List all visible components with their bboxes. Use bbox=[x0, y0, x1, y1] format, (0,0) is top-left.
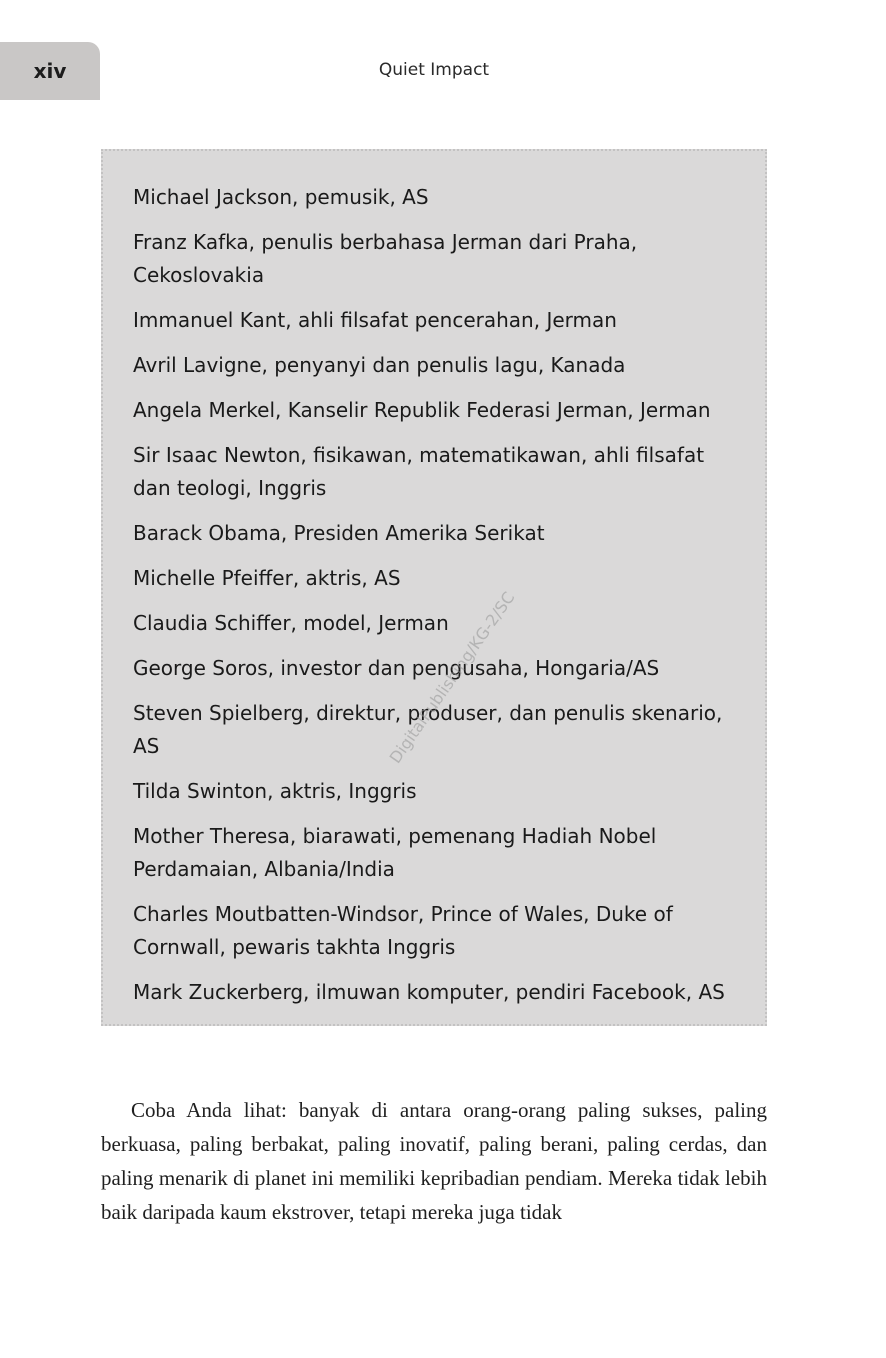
list-item: Mother Theresa, biarawati, pemenang Hadiah Nobel Perdamaian, Albania/India bbox=[133, 824, 657, 881]
list-item: Barack Obama, Presiden Amerika Serikat bbox=[133, 521, 545, 545]
list-item: George Soros, investor dan pengusaha, Hongaria/AS bbox=[133, 656, 660, 680]
list-item: Steven Spielberg, direktur, produser, dan penulis skenario, AS bbox=[133, 701, 723, 758]
list-item: Mark Zuckerberg, ilmuwan komputer, pendiri Facebook, AS bbox=[133, 980, 725, 1004]
list-item: Claudia Schiffer, model, Jerman bbox=[133, 611, 449, 635]
list-item: Michelle Pfeiffer, aktris, AS bbox=[133, 566, 401, 590]
list-item: Franz Kafka, penulis berbahasa Jerman dari Praha, Cekoslovakia bbox=[133, 230, 638, 287]
list-item: Immanuel Kant, ahli filsafat pencerahan, Jerman bbox=[133, 308, 617, 332]
running-title: Quiet Impact bbox=[378, 60, 490, 80]
list-item: Angela Merkel, Kanselir Republik Federasi Jerman, Jerman bbox=[133, 398, 711, 422]
list-item: Charles Moutbatten-Windsor, Prince of Wales, Duke of Cornwall, pewaris takhta Inggris bbox=[133, 902, 673, 959]
watermark: DigitalPublishing/KG-2/SC bbox=[385, 588, 519, 767]
list-item: Tilda Swinton, aktris, Inggris bbox=[133, 779, 417, 803]
page-number: xiv bbox=[33, 59, 67, 83]
list-item: Sir Isaac Newton, fisikawan, matematikawan, ahli filsafat dan teologi, Inggris bbox=[133, 443, 705, 500]
list-item: Michael Jackson, pemusik, AS bbox=[133, 185, 429, 209]
notable-introverts-list bbox=[101, 149, 767, 1026]
body-paragraph: Coba Anda lihat: banyak di antara orang-orang paling sukses, paling berkuasa, paling berbakat, paling inovatif, paling berani, paling cerdas, dan paling menarik di planet ini memiliki kepribadian pendiam. Mereka tidak lebih baik daripada kaum ekstrover, tetapi mereka juga tidak bbox=[101, 1098, 767, 1224]
list-item: Avril Lavigne, penyanyi dan penulis lagu, Kanada bbox=[133, 353, 626, 377]
